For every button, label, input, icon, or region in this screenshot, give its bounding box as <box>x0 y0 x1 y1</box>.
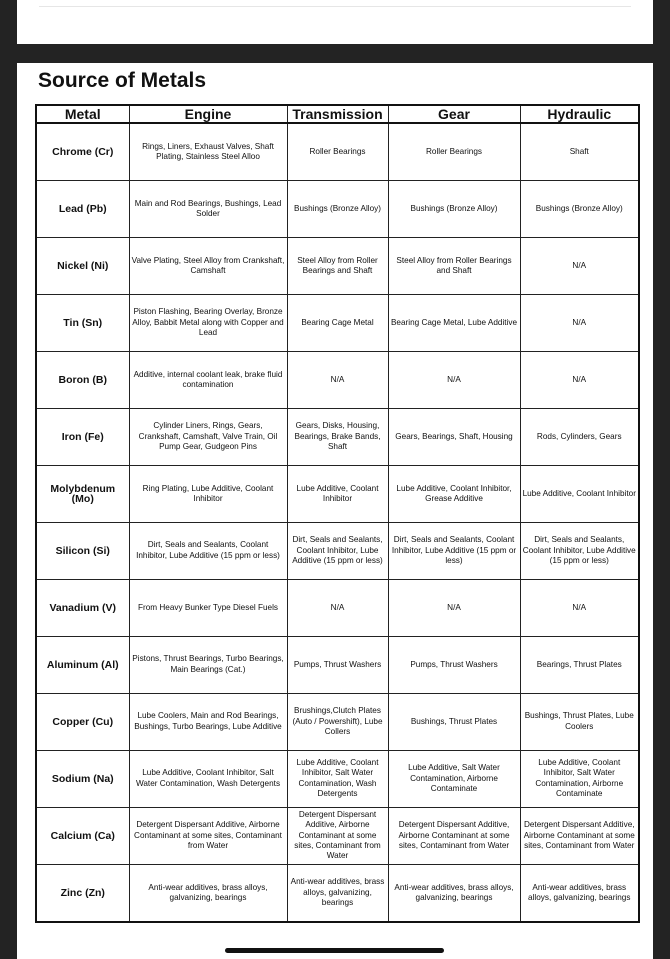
gear-cell: Bushings, Thrust Plates <box>388 693 520 750</box>
metal-cell: Sodium (Na) <box>36 750 129 807</box>
gear-cell: Dirt, Seals and Sealants, Coolant Inhibitor, Lube Additive (15 ppm or less) <box>388 522 520 579</box>
gear-cell: Lube Additive, Salt Water Contamination, Airborne Contaminate <box>388 750 520 807</box>
table-row <box>36 579 639 636</box>
transmission-cell: Anti-wear additives, brass alloys, galvanizing, bearings <box>287 864 388 922</box>
engine-cell: Cylinder Liners, Rings, Gears, Crankshaft, Camshaft, Valve Train, Oil Pump Gear, Gudgeon Pins <box>129 408 287 465</box>
hydraulic-cell: Shaft <box>520 123 639 181</box>
engine-cell: Dirt, Seals and Sealants, Coolant Inhibitor, Lube Additive (15 ppm or less) <box>129 522 287 579</box>
hydraulic-cell: Anti-wear additives, brass alloys, galvanizing, bearings <box>520 864 639 922</box>
column-header-gear: Gear <box>388 105 520 123</box>
table-row <box>36 351 639 408</box>
table-row <box>36 123 639 181</box>
table-row <box>36 237 639 294</box>
engine-cell: Main and Rod Bearings, Bushings, Lead Solder <box>129 181 287 238</box>
transmission-cell: Steel Alloy from Roller Bearings and Shaft <box>287 237 388 294</box>
metal-cell: Aluminum (Al) <box>36 636 129 693</box>
gear-cell: N/A <box>388 351 520 408</box>
table-header-row <box>36 105 639 123</box>
table-row <box>36 750 639 807</box>
gear-cell: Bearing Cage Metal, Lube Additive <box>388 294 520 351</box>
table-row <box>36 807 639 864</box>
metal-cell: Chrome (Cr) <box>36 123 129 181</box>
hydraulic-cell: Detergent Dispersant Additive, Airborne Contaminant at some sites, Contaminant from Water <box>520 807 639 864</box>
document-page <box>17 63 653 959</box>
gear-cell: Lube Additive, Coolant Inhibitor, Grease Additive <box>388 465 520 522</box>
page-title: Source of Metals <box>38 69 207 92</box>
gear-cell: Gears, Bearings, Shaft, Housing <box>388 408 520 465</box>
gear-cell: Anti-wear additives, brass alloys, galvanizing, bearings <box>388 864 520 922</box>
hydraulic-cell: Bearings, Thrust Plates <box>520 636 639 693</box>
hydraulic-cell: Lube Additive, Coolant Inhibitor <box>520 465 639 522</box>
metal-cell: Copper (Cu) <box>36 693 129 750</box>
table-row <box>36 294 639 351</box>
table-row <box>36 522 639 579</box>
hydraulic-cell: Bushings (Bronze Alloy) <box>520 181 639 238</box>
table-row <box>36 408 639 465</box>
engine-cell: Anti-wear additives, brass alloys, galvanizing, bearings <box>129 864 287 922</box>
table-row <box>36 181 639 238</box>
gear-cell: Steel Alloy from Roller Bearings and Shaft <box>388 237 520 294</box>
metal-cell: Molybdenum (Mo) <box>36 465 129 522</box>
transmission-cell: Brushings,Clutch Plates (Auto / Powershift), Lube Collers <box>287 693 388 750</box>
transmission-cell: Roller Bearings <box>287 123 388 181</box>
previous-page-fragment <box>17 0 653 44</box>
transmission-cell: Lube Additive, Coolant Inhibitor <box>287 465 388 522</box>
engine-cell: Detergent Dispersant Additive, Airborne Contaminant at some sites, Contaminant from Water <box>129 807 287 864</box>
table-row <box>36 864 639 922</box>
metal-cell: Nickel (Ni) <box>36 237 129 294</box>
gear-cell: Bushings (Bronze Alloy) <box>388 181 520 238</box>
transmission-cell: Detergent Dispersant Additive, Airborne Contaminant at some sites, Contaminant from Water <box>287 807 388 864</box>
home-indicator[interactable] <box>225 948 444 953</box>
transmission-cell: Dirt, Seals and Sealants, Coolant Inhibitor, Lube Additive (15 ppm or less) <box>287 522 388 579</box>
engine-cell: Lube Additive, Coolant Inhibitor, Salt Water Contamination, Wash Detergents <box>129 750 287 807</box>
metal-cell: Tin (Sn) <box>36 294 129 351</box>
table-body <box>36 123 639 922</box>
column-header-engine: Engine <box>129 105 287 123</box>
gear-cell: N/A <box>388 579 520 636</box>
transmission-cell: Pumps, Thrust Washers <box>287 636 388 693</box>
transmission-cell: N/A <box>287 351 388 408</box>
hydraulic-cell: N/A <box>520 237 639 294</box>
table-row <box>36 465 639 522</box>
column-header-hydraulic: Hydraulic <box>520 105 639 123</box>
hydraulic-cell: Dirt, Seals and Sealants, Coolant Inhibitor, Lube Additive (15 ppm or less) <box>520 522 639 579</box>
metal-cell: Zinc (Zn) <box>36 864 129 922</box>
transmission-cell: Lube Additive, Coolant Inhibitor, Salt Water Contamination, Wash Detergents <box>287 750 388 807</box>
hydraulic-cell: N/A <box>520 579 639 636</box>
gear-cell: Detergent Dispersant Additive, Airborne Contaminant at some sites, Contaminant from Water <box>388 807 520 864</box>
gear-cell: Roller Bearings <box>388 123 520 181</box>
hydraulic-cell: N/A <box>520 294 639 351</box>
metal-cell: Iron (Fe) <box>36 408 129 465</box>
hydraulic-cell: Bushings, Thrust Plates, Lube Coolers <box>520 693 639 750</box>
column-header-transmission: Transmission <box>287 105 388 123</box>
transmission-cell: Gears, Disks, Housing, Bearings, Brake Bands, Shaft <box>287 408 388 465</box>
hydraulic-cell: N/A <box>520 351 639 408</box>
metal-cell: Vanadium (V) <box>36 579 129 636</box>
metal-cell: Boron (B) <box>36 351 129 408</box>
page-divider <box>39 6 631 7</box>
metal-cell: Calcium (Ca) <box>36 807 129 864</box>
hydraulic-cell: Lube Additive, Coolant Inhibitor, Salt Water Contamination, Airborne Contaminate <box>520 750 639 807</box>
engine-cell: Ring Plating, Lube Additive, Coolant Inhibitor <box>129 465 287 522</box>
engine-cell: Piston Flashing, Bearing Overlay, Bronze Alloy, Babbit Metal along with Copper and Lead <box>129 294 287 351</box>
engine-cell: Lube Coolers, Main and Rod Bearings, Bushings, Turbo Bearings, Lube Additive <box>129 693 287 750</box>
engine-cell: Additive, internal coolant leak, brake fluid contamination <box>129 351 287 408</box>
engine-cell: From Heavy Bunker Type Diesel Fuels <box>129 579 287 636</box>
gear-cell: Pumps, Thrust Washers <box>388 636 520 693</box>
metal-cell: Lead (Pb) <box>36 181 129 238</box>
metals-table <box>35 104 640 923</box>
engine-cell: Rings, Liners, Exhaust Valves, Shaft Plating, Stainless Steel Alloo <box>129 123 287 181</box>
table-row <box>36 636 639 693</box>
engine-cell: Pistons, Thrust Bearings, Turbo Bearings, Main Bearings (Cat.) <box>129 636 287 693</box>
column-header-metal: Metal <box>36 105 129 123</box>
metal-cell: Silicon (Si) <box>36 522 129 579</box>
engine-cell: Valve Plating, Steel Alloy from Crankshaft, Camshaft <box>129 237 287 294</box>
transmission-cell: Bushings (Bronze Alloy) <box>287 181 388 238</box>
hydraulic-cell: Rods, Cylinders, Gears <box>520 408 639 465</box>
transmission-cell: Bearing Cage Metal <box>287 294 388 351</box>
table-row <box>36 693 639 750</box>
transmission-cell: N/A <box>287 579 388 636</box>
